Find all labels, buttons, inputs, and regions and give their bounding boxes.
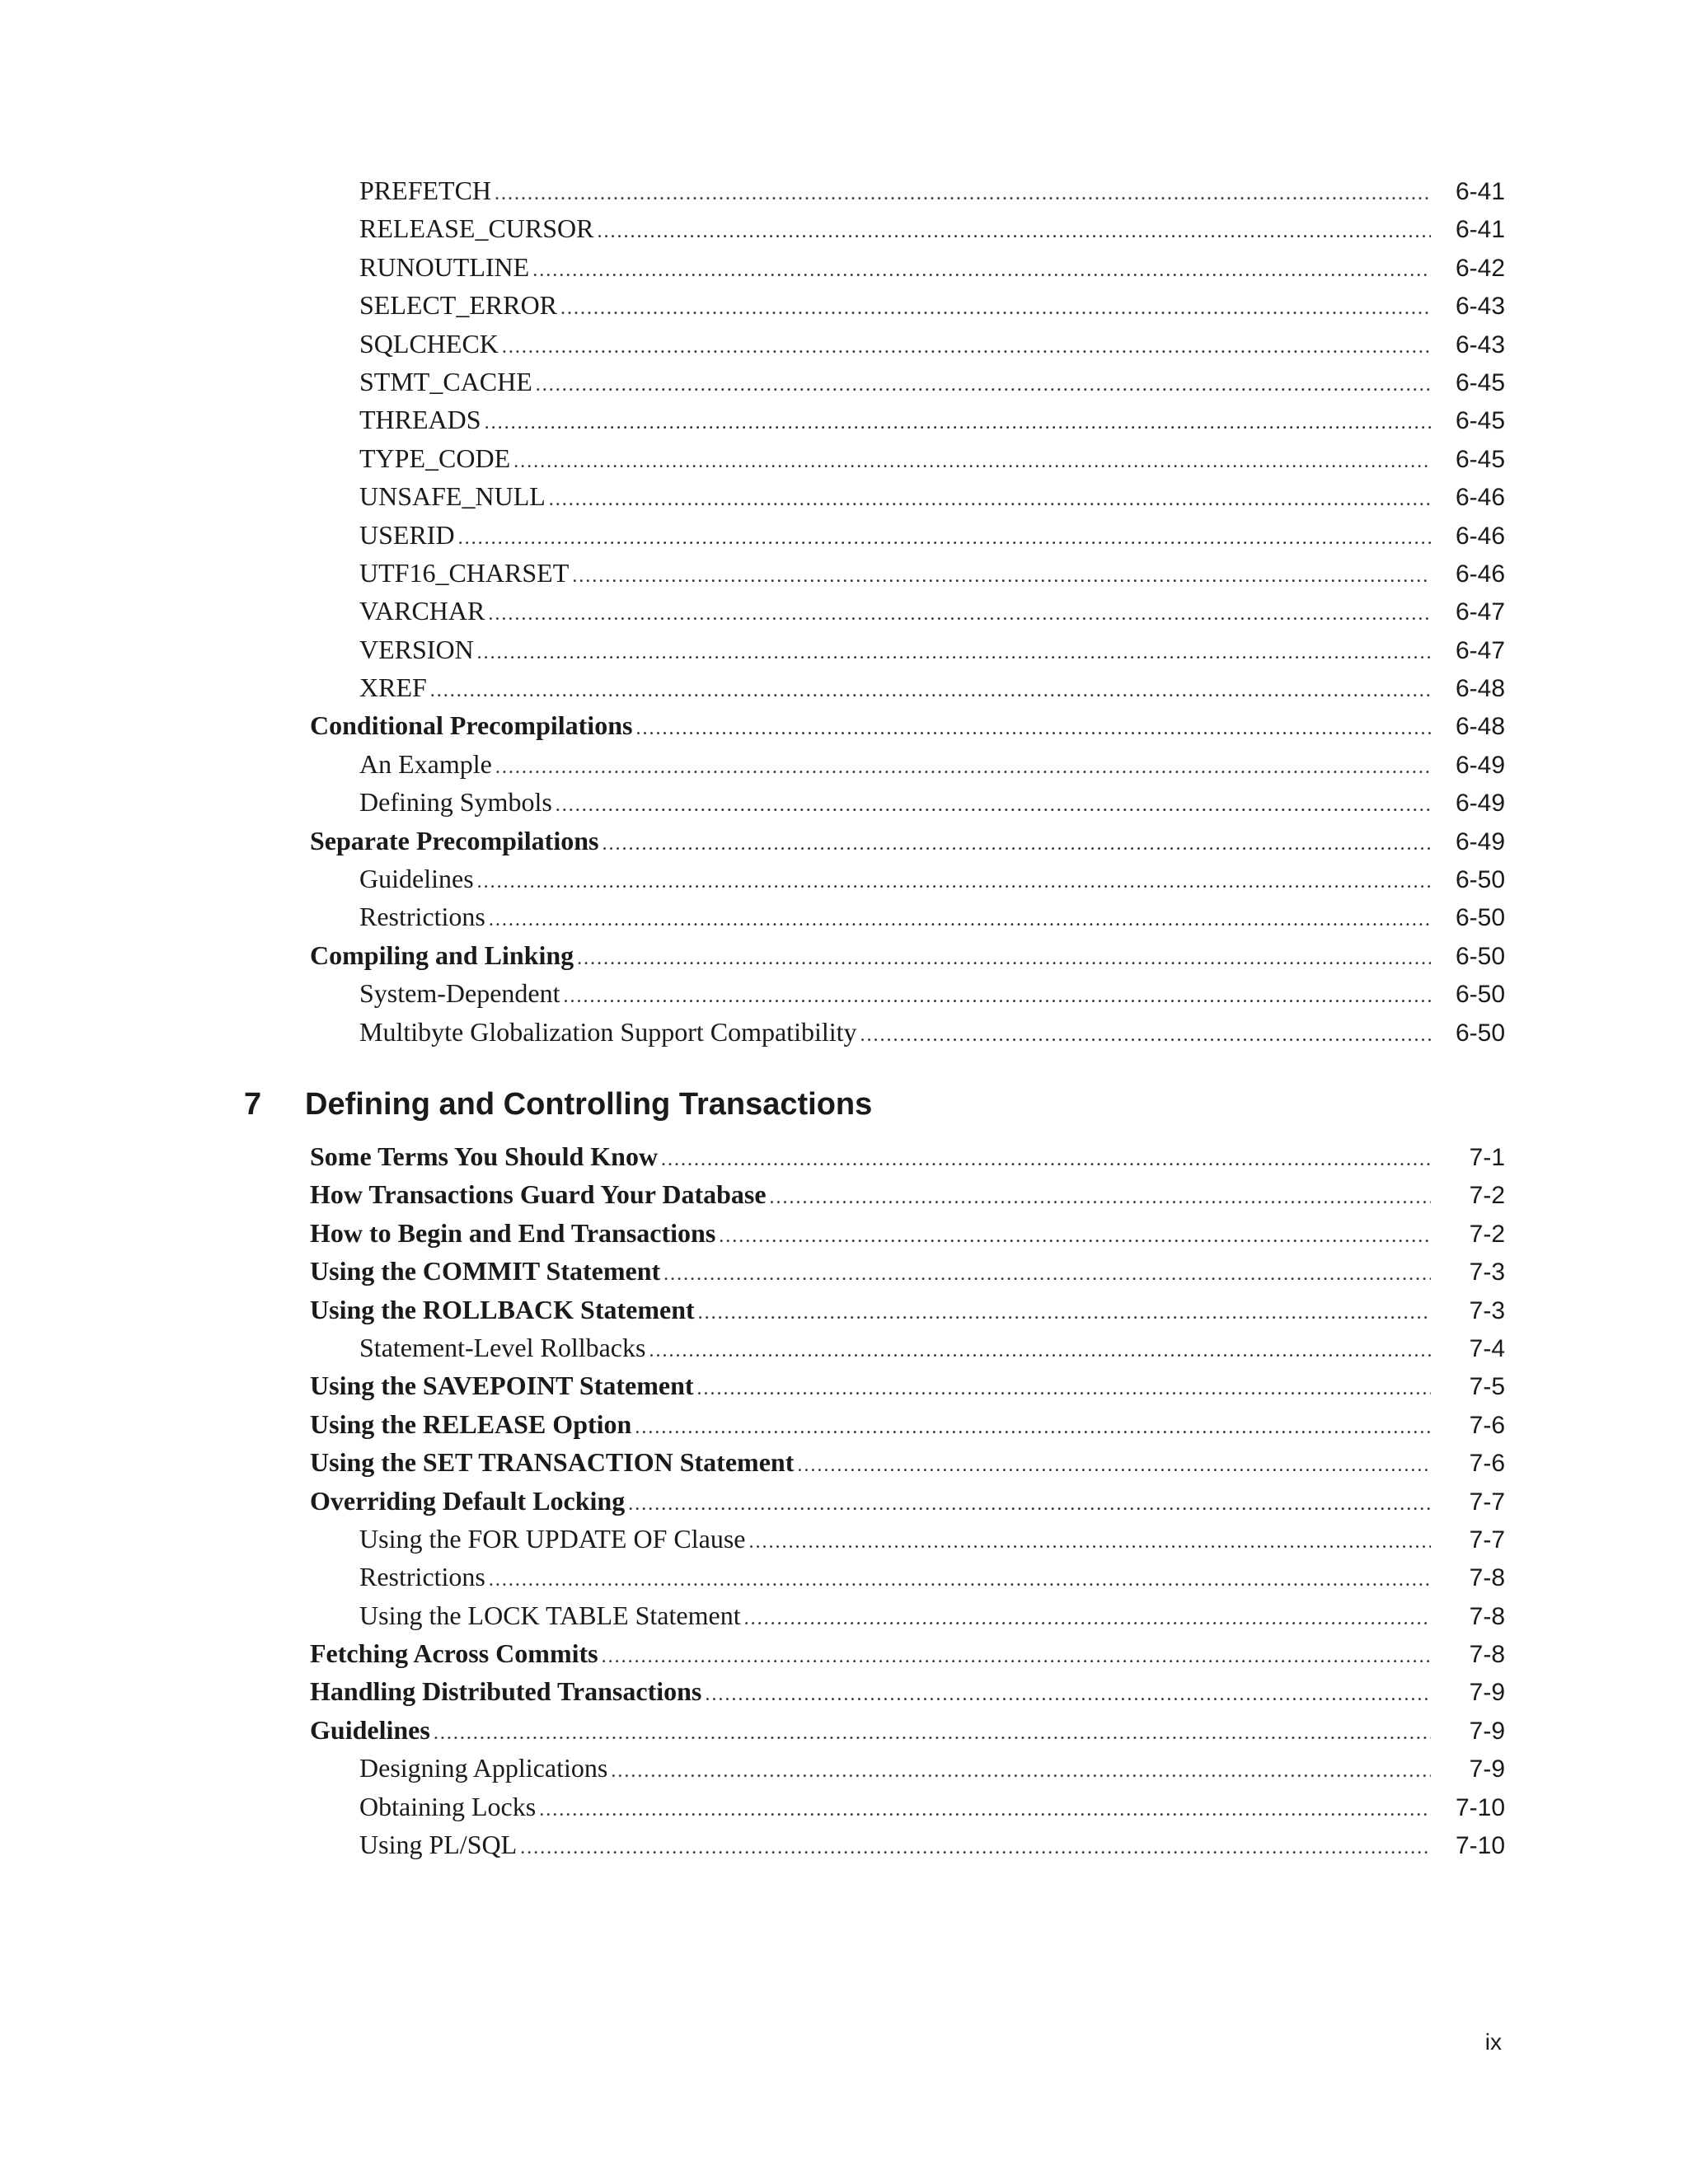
toc-entry-label: Some Terms You Should Know <box>310 1141 659 1171</box>
toc-entry-page: 6-49 <box>1455 790 1505 818</box>
toc-entry-label: System-Dependent <box>359 978 560 1009</box>
toc-list-chapter-7 <box>310 1137 1505 1863</box>
toc-entry-subsection[interactable] <box>310 325 1505 363</box>
toc-entry-page: 7-6 <box>1469 1450 1505 1478</box>
toc-entry-subsection[interactable] <box>310 898 1505 935</box>
toc-entry-section[interactable] <box>310 1672 1505 1710</box>
toc-entry-page: 6-41 <box>1455 178 1505 205</box>
toc-entry-page: 7-10 <box>1455 1793 1505 1821</box>
toc-entry-label: Restrictions <box>359 1562 485 1592</box>
dot-leader <box>556 786 1431 824</box>
dot-leader <box>485 404 1431 442</box>
toc-entry-subsection[interactable] <box>310 1013 1505 1051</box>
toc-entry-subsection[interactable] <box>310 363 1505 401</box>
toc-entry-label: Using PL/SQL <box>359 1830 518 1860</box>
toc-entry-label: Statement-Level Rollbacks <box>359 1332 646 1362</box>
toc-entry-page: 6-50 <box>1455 981 1505 1009</box>
dot-leader <box>560 289 1431 327</box>
dot-leader <box>532 251 1431 289</box>
toc-entry-label: RELEASE_CURSOR <box>359 213 594 244</box>
toc-entry-subsection[interactable] <box>310 477 1505 515</box>
toc-entry-subsection[interactable] <box>310 171 1505 209</box>
dot-leader <box>549 480 1431 518</box>
toc-entry-label: Conditional Precompilations <box>310 710 633 741</box>
toc-entry-label: Using the LOCK TABLE Statement <box>359 1600 741 1630</box>
toc-entry-page: 6-43 <box>1455 330 1505 359</box>
toc-entry-label: How Transactions Guard Your Database <box>310 1179 767 1210</box>
toc-entry-label: PREFETCH <box>359 176 492 205</box>
toc-entry-page: 7-10 <box>1455 1832 1505 1860</box>
toc-entry-label: Using the SAVEPOINT Statement <box>310 1371 694 1401</box>
toc-entry-label: Fetching Across Commits <box>310 1638 598 1669</box>
toc-entry-subsection[interactable] <box>310 286 1505 324</box>
toc-entry-section[interactable] <box>310 1366 1505 1404</box>
dot-leader <box>520 1829 1431 1867</box>
dot-leader <box>572 557 1431 595</box>
toc-entry-page: 7-7 <box>1469 1488 1505 1516</box>
toc-entry-label: Using the SET TRANSACTION Statement <box>310 1447 795 1478</box>
toc-entry-label: Overriding Default Locking <box>310 1485 626 1516</box>
dot-leader <box>577 940 1431 977</box>
toc-entry-page: 7-8 <box>1469 1602 1505 1630</box>
toc-entry-page: 6-48 <box>1455 675 1505 703</box>
toc-entry-label: XREF <box>359 673 427 703</box>
dot-leader <box>748 1523 1431 1561</box>
dot-leader <box>597 213 1431 251</box>
dot-leader <box>564 977 1432 1015</box>
toc-entry-page: 6-41 <box>1455 216 1505 244</box>
toc-entry-subsection[interactable] <box>310 1788 1505 1825</box>
toc-entry-page: 6-46 <box>1455 522 1505 550</box>
toc-entry-label: Compiling and Linking <box>310 940 574 970</box>
dot-leader <box>536 366 1431 404</box>
toc-entry-subsection[interactable] <box>310 554 1505 592</box>
toc-entry-subsection[interactable] <box>310 974 1505 1012</box>
dot-leader <box>770 1179 1431 1216</box>
toc-entry-subsection[interactable] <box>310 1520 1505 1558</box>
toc-entry-label: Restrictions <box>359 902 485 932</box>
dot-leader <box>488 595 1431 633</box>
toc-entry-section[interactable] <box>310 1405 1505 1443</box>
toc-entry-label: THREADS <box>359 405 481 435</box>
toc-entry-label: Defining Symbols <box>359 787 552 818</box>
toc-entry-page: 7-9 <box>1469 1755 1505 1783</box>
dot-leader <box>663 1255 1431 1293</box>
toc-entry-label: RUNOUTLINE <box>359 251 530 282</box>
dot-leader <box>489 901 1431 939</box>
toc-entry-label: Separate Precompilations <box>310 825 599 855</box>
toc-entry-subsection[interactable] <box>310 439 1505 477</box>
toc-entry-page: 7-2 <box>1469 1182 1505 1210</box>
toc-entry-label: An Example <box>359 748 492 779</box>
toc-entry-page: 7-1 <box>1469 1144 1505 1171</box>
toc-entry-subsection[interactable] <box>310 745 1505 783</box>
toc-entry-page: 6-46 <box>1455 484 1505 512</box>
dot-leader <box>502 328 1431 366</box>
toc-entry-subsection[interactable] <box>310 1749 1505 1787</box>
dot-leader <box>602 1638 1431 1675</box>
toc-entry-section[interactable] <box>310 1711 1505 1749</box>
toc-entry-section[interactable] <box>310 1175 1505 1213</box>
toc-entry-subsection[interactable] <box>310 860 1505 898</box>
toc-entry-page: 7-3 <box>1469 1296 1505 1324</box>
toc-entry-subsection[interactable] <box>310 209 1505 247</box>
toc-entry-label: UTF16_CHARSET <box>359 557 570 588</box>
toc-entry-subsection[interactable] <box>310 248 1505 286</box>
toc-entry-label: Guidelines <box>310 1714 430 1745</box>
toc-entry-section[interactable] <box>310 822 1505 860</box>
dot-leader <box>495 175 1431 213</box>
toc-entry-page: 7-3 <box>1469 1258 1505 1286</box>
dot-leader <box>697 1370 1431 1408</box>
toc-entry-page: 6-49 <box>1455 751 1505 779</box>
toc-entry-label: Using the RELEASE Option <box>310 1408 632 1439</box>
toc-entry-subsection[interactable] <box>310 1596 1505 1634</box>
toc-entry-subsection[interactable] <box>310 630 1505 668</box>
toc-entry-page: 7-7 <box>1469 1526 1505 1554</box>
toc-entry-subsection[interactable] <box>310 1825 1505 1863</box>
toc-entry-page: 7-4 <box>1469 1334 1505 1362</box>
toc-entry-page: 6-47 <box>1455 636 1505 664</box>
toc-entry-section[interactable] <box>310 1137 1505 1175</box>
toc-entry-section[interactable] <box>310 936 1505 974</box>
toc-entry-page: 6-50 <box>1455 866 1505 894</box>
dot-leader <box>489 1561 1431 1599</box>
toc-entry-page: 6-47 <box>1455 598 1505 626</box>
toc-entry-label: TYPE_CODE <box>359 443 511 473</box>
toc-entry-page: 7-8 <box>1469 1641 1505 1669</box>
dot-leader <box>477 634 1431 672</box>
dot-leader <box>744 1600 1431 1638</box>
toc-entry-label: STMT_CACHE <box>359 366 532 396</box>
dot-leader <box>705 1675 1431 1713</box>
toc-entry-section[interactable] <box>310 1214 1505 1252</box>
dot-leader <box>661 1141 1431 1179</box>
toc-entry-subsection[interactable] <box>310 1558 1505 1596</box>
toc-entry-page: 7-5 <box>1469 1373 1505 1401</box>
toc-entry-section[interactable] <box>310 1634 1505 1672</box>
page-number: ix <box>1484 2029 1502 2055</box>
dot-leader <box>602 825 1431 863</box>
toc-entry-page: 6-49 <box>1455 827 1505 855</box>
toc-entry-subsection[interactable] <box>310 783 1505 821</box>
chapter-title: Defining and Controlling Transactions <box>305 1087 873 1122</box>
toc-entry-label: UNSAFE_NULL <box>359 481 546 512</box>
toc-entry-section[interactable] <box>310 1291 1505 1329</box>
toc-entry-label: Using the FOR UPDATE OF Clause <box>359 1523 746 1554</box>
toc-entry-section[interactable] <box>310 706 1505 744</box>
dot-leader <box>698 1294 1431 1332</box>
dot-leader <box>611 1752 1431 1790</box>
dot-leader <box>719 1217 1431 1255</box>
toc-entry-page: 7-6 <box>1469 1411 1505 1439</box>
toc-entry-section[interactable] <box>310 1443 1505 1481</box>
toc-entry-page: 6-48 <box>1455 713 1505 741</box>
dot-leader <box>477 863 1431 901</box>
dot-leader <box>458 519 1431 557</box>
dot-leader <box>635 1408 1431 1446</box>
dot-leader <box>635 710 1431 748</box>
dot-leader <box>430 672 1431 710</box>
toc-entry-label: SELECT_ERROR <box>359 290 558 321</box>
dot-leader <box>513 443 1431 480</box>
dot-leader <box>495 748 1431 786</box>
dot-leader <box>628 1485 1431 1523</box>
toc-entry-label: How to Begin and End Transactions <box>310 1217 716 1248</box>
toc-entry-page: 6-50 <box>1455 1019 1505 1047</box>
toc-entry-page: 6-45 <box>1455 407 1505 435</box>
toc-list-chapter-6 <box>310 171 1505 1051</box>
toc-entry-subsection[interactable] <box>310 592 1505 630</box>
toc-entry-label: Guidelines <box>359 864 474 894</box>
dot-leader <box>649 1332 1431 1370</box>
dot-leader <box>860 1016 1431 1054</box>
toc-entry-label: Handling Distributed Transactions <box>310 1676 702 1707</box>
toc-entry-label: Designing Applications <box>359 1753 608 1783</box>
toc-entry-page: 7-8 <box>1469 1564 1505 1592</box>
toc-entry-page: 6-45 <box>1455 368 1505 396</box>
toc-entry-page: 6-50 <box>1455 942 1505 970</box>
chapter-heading[interactable] <box>244 1080 872 1129</box>
toc-entry-label: Obtaining Locks <box>359 1791 537 1821</box>
toc-entry-page: 6-46 <box>1455 560 1505 588</box>
toc-entry-label: USERID <box>359 519 455 550</box>
toc-entry-subsection[interactable] <box>310 516 1505 554</box>
toc-entry-label: VERSION <box>359 634 474 664</box>
toc-entry-page: 6-43 <box>1455 293 1505 321</box>
toc-entry-page: 7-2 <box>1469 1220 1505 1248</box>
dot-leader <box>434 1714 1431 1752</box>
toc-entry-page: 7-9 <box>1469 1717 1505 1745</box>
toc-entry-subsection[interactable] <box>310 668 1505 706</box>
toc-entry-label: VARCHAR <box>359 596 485 626</box>
toc-entry-label: Multibyte Globalization Support Compatibility <box>359 1016 857 1047</box>
dot-leader <box>797 1446 1431 1484</box>
toc-entry-subsection[interactable] <box>310 401 1505 438</box>
toc-entry-label: SQLCHECK <box>359 328 499 359</box>
toc-entry-subsection[interactable] <box>310 1329 1505 1366</box>
toc-entry-page: 6-45 <box>1455 445 1505 473</box>
toc-entry-page: 6-42 <box>1455 254 1505 282</box>
toc-entry-label: Using the ROLLBACK Statement <box>310 1294 695 1324</box>
dot-leader <box>539 1791 1431 1829</box>
toc-entry-section[interactable] <box>310 1252 1505 1290</box>
toc-entry-page: 6-50 <box>1455 904 1505 932</box>
toc-entry-label: Using the COMMIT Statement <box>310 1256 661 1286</box>
toc-entry-section[interactable] <box>310 1482 1505 1520</box>
chapter-number: 7 <box>244 1087 262 1122</box>
toc-entry-page: 7-9 <box>1469 1679 1505 1707</box>
